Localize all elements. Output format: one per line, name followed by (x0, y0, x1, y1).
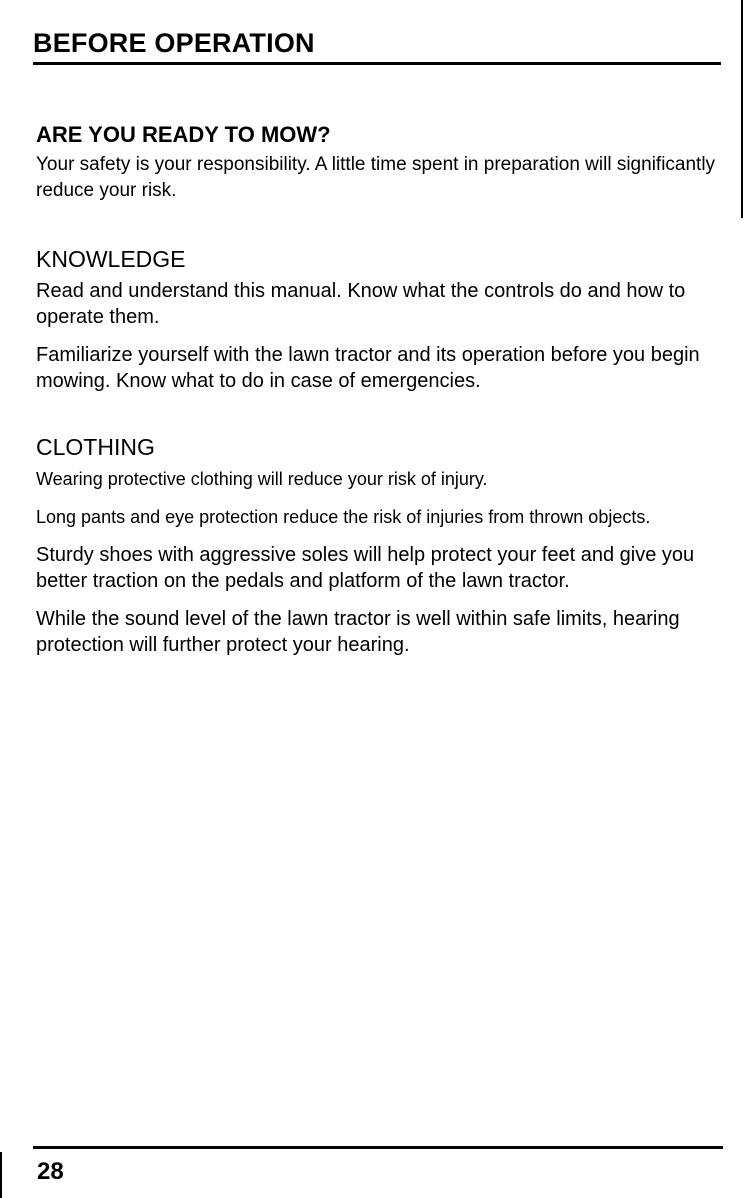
paragraph: Familiarize yourself with the lawn tractor and its operation before you begin mowing. Know what to do in case of emergencies. (36, 344, 700, 392)
page-content (36, 120, 726, 658)
scan-edge-line-bottom (0, 1152, 2, 1198)
page-footer (33, 1146, 723, 1187)
section-heading: CLOTHING (36, 434, 155, 460)
section-heading: ARE YOU READY TO MOW? (36, 122, 331, 147)
paragraph: Sturdy shoes with aggressive soles will help protect your feet and give you better traction on the pedals and platform of the lawn tractor. (36, 544, 695, 592)
section-knowledge (36, 244, 726, 394)
paragraph: Read and understand this manual. Know what the controls do and how to operate them. (36, 280, 686, 328)
scan-edge-line (741, 0, 743, 218)
paragraph: Long pants and eye protection reduce the risk of injuries from thrown objects. (36, 507, 651, 527)
page-number: 28 (37, 1158, 64, 1185)
section-clothing (36, 432, 726, 658)
section-heading: KNOWLEDGE (36, 246, 186, 272)
paragraph: Your safety is your responsibility. A little time spent in preparation will significantly reduce your risk. (36, 154, 716, 201)
section-ready-to-mow (36, 120, 726, 204)
page-header (33, 26, 721, 65)
paragraph: While the sound level of the lawn tractor is well within safe limits, hearing protection will further protect your hearing. (36, 608, 680, 656)
paragraph: Wearing protective clothing will reduce your risk of injury. (36, 469, 488, 489)
page-title: BEFORE OPERATION (33, 28, 315, 58)
